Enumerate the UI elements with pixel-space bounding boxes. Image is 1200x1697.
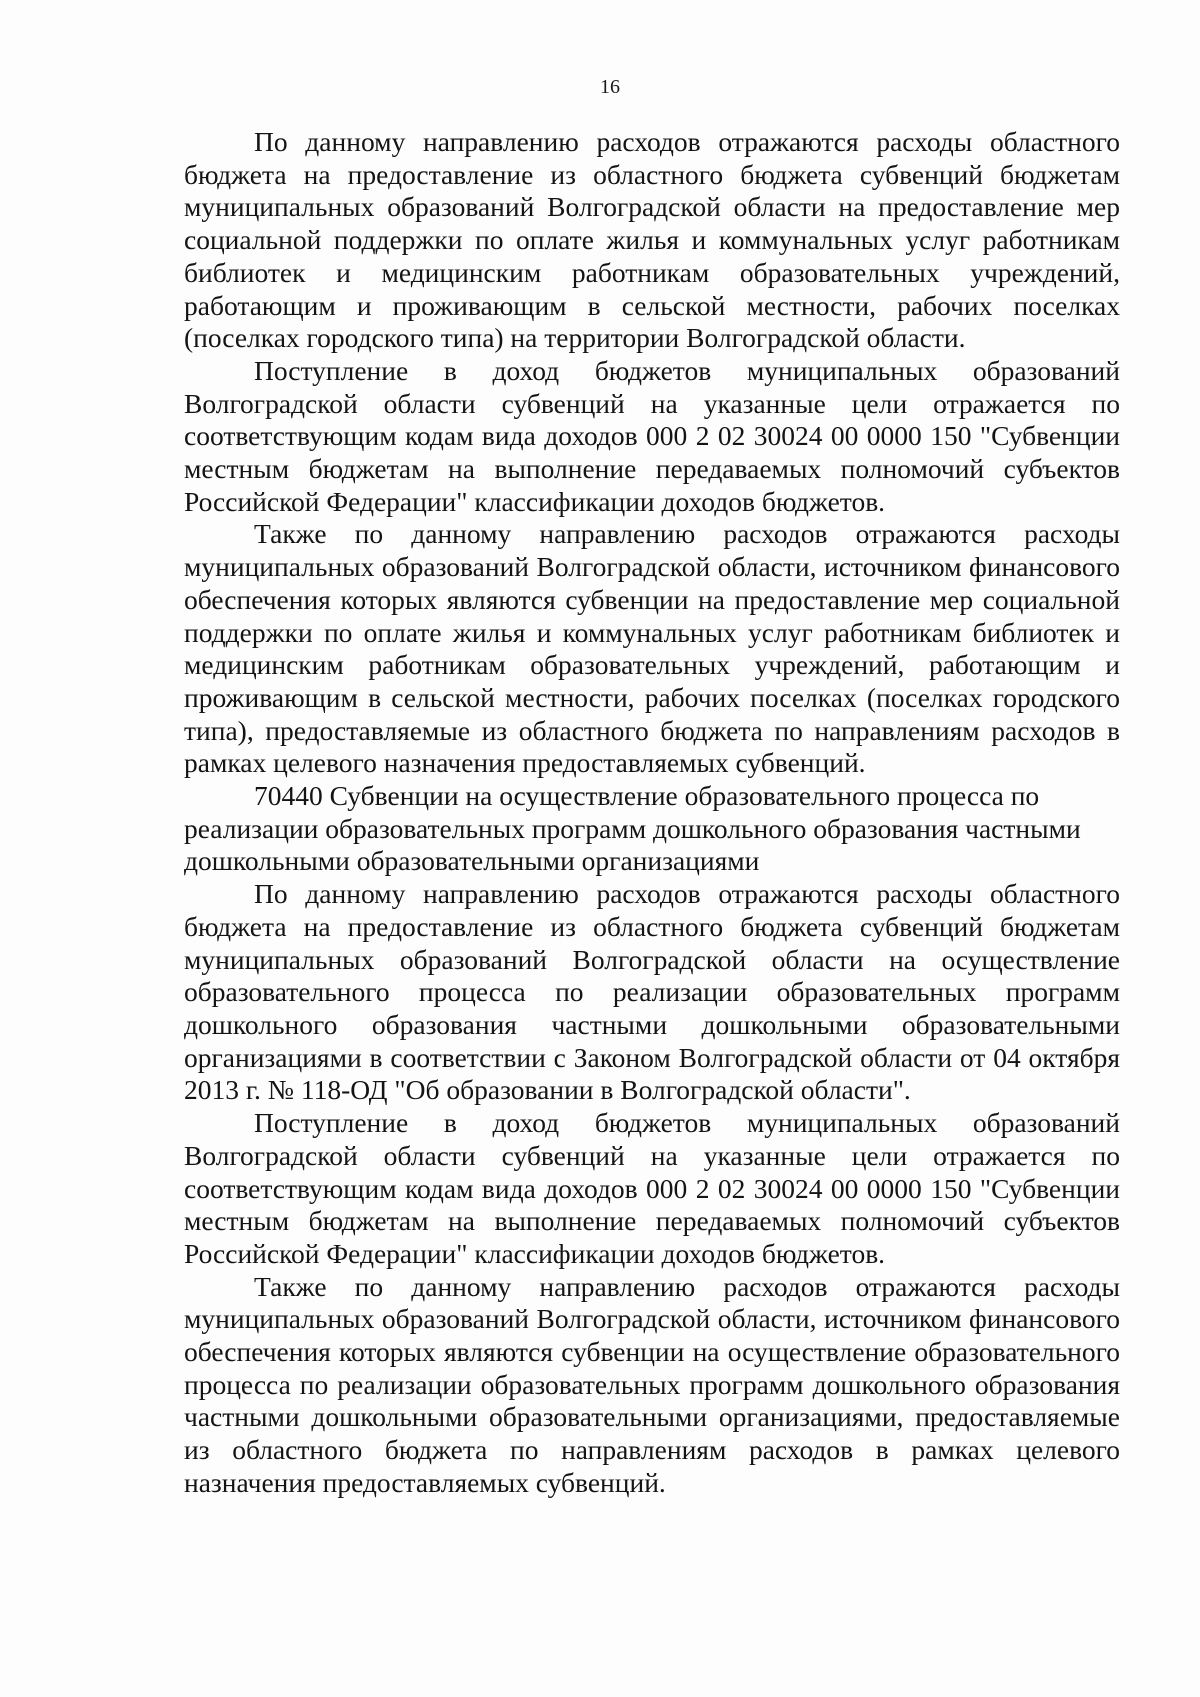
paragraph-3: Также по данному направлению расходов отражаются расходы муниципальных образований Волгоградской области, источником финансового обеспечения которых являются субвенции на предоставление мер социальной поддержки по оплате жилья и коммунальных услуг работникам библиотек и медицинским работникам образовательных учреждений, работающим и проживающим в сельской местности, рабочих поселках (поселках городского типа), предоставляемые из областного бюджета по направлениям расходов в рамках целевого назначения предоставляемых субвенций.	[184, 518, 1120, 779]
page-number: 16	[600, 76, 620, 98]
paragraph-2: Поступление в доход бюджетов муниципальных образований Волгоградской области субвенций на указанные цели отражается по соответствующим кодам вида доходов 000 2 02 30024 00 0000 150 "Субвенции местным бюджетам на выполнение передаваемых полномочий субъектов Российской Федерации" классификации доходов бюджетов.	[184, 354, 1120, 517]
paragraph-7: Также по данному направлению расходов отражаются расходы муниципальных образований Волгоградской области, источником финансового обеспечения которых являются субвенции на осуществление образовательного процесса по реализации образовательных программ дошкольного образования частными дошкольными образовательными организациями, предоставляемые из областного бюджета по направлениям расходов в рамках целевого назначения предоставляемых субвенций.	[184, 1270, 1120, 1498]
section-heading-70440: 70440 Субвенции на осуществление образовательного процесса по реализации образовательных программ дошкольного образования частными дошкольными образовательными организациями	[184, 780, 1081, 877]
paragraph-1: По данному направлению расходов отражаются расходы областного бюджета на предоставление из областного бюджета субвенций бюджетам муниципальных образований Волгоградской области на предоставление мер социальной поддержки по оплате жилья и коммунальных услуг работникам библиотек и медицинским работникам образовательных учреждений, работающим и проживающим в сельской местности, рабочих поселках (поселках городского типа) на территории Волгоградской области.	[184, 126, 1120, 354]
document-body	[184, 126, 1120, 1500]
paragraph-6: Поступление в доход бюджетов муниципальных образований Волгоградской области субвенций на указанные цели отражается по соответствующим кодам вида доходов 000 2 02 30024 00 0000 150 "Субвенции местным бюджетам на выполнение передаваемых полномочий субъектов Российской Федерации" классификации доходов бюджетов.	[184, 1107, 1120, 1269]
paragraph-5: По данному направлению расходов отражаются расходы областного бюджета на предоставление из областного бюджета субвенций бюджетам муниципальных образований Волгоградской области на осуществление образовательного процесса по реализации образовательных программ дошкольного образования частными дошкольными образовательными организациями в соответствии с Законом Волгоградской области от 04 октября 2013 г. № 118-ОД "Об образовании в Волгоградской области".	[184, 878, 1120, 1106]
